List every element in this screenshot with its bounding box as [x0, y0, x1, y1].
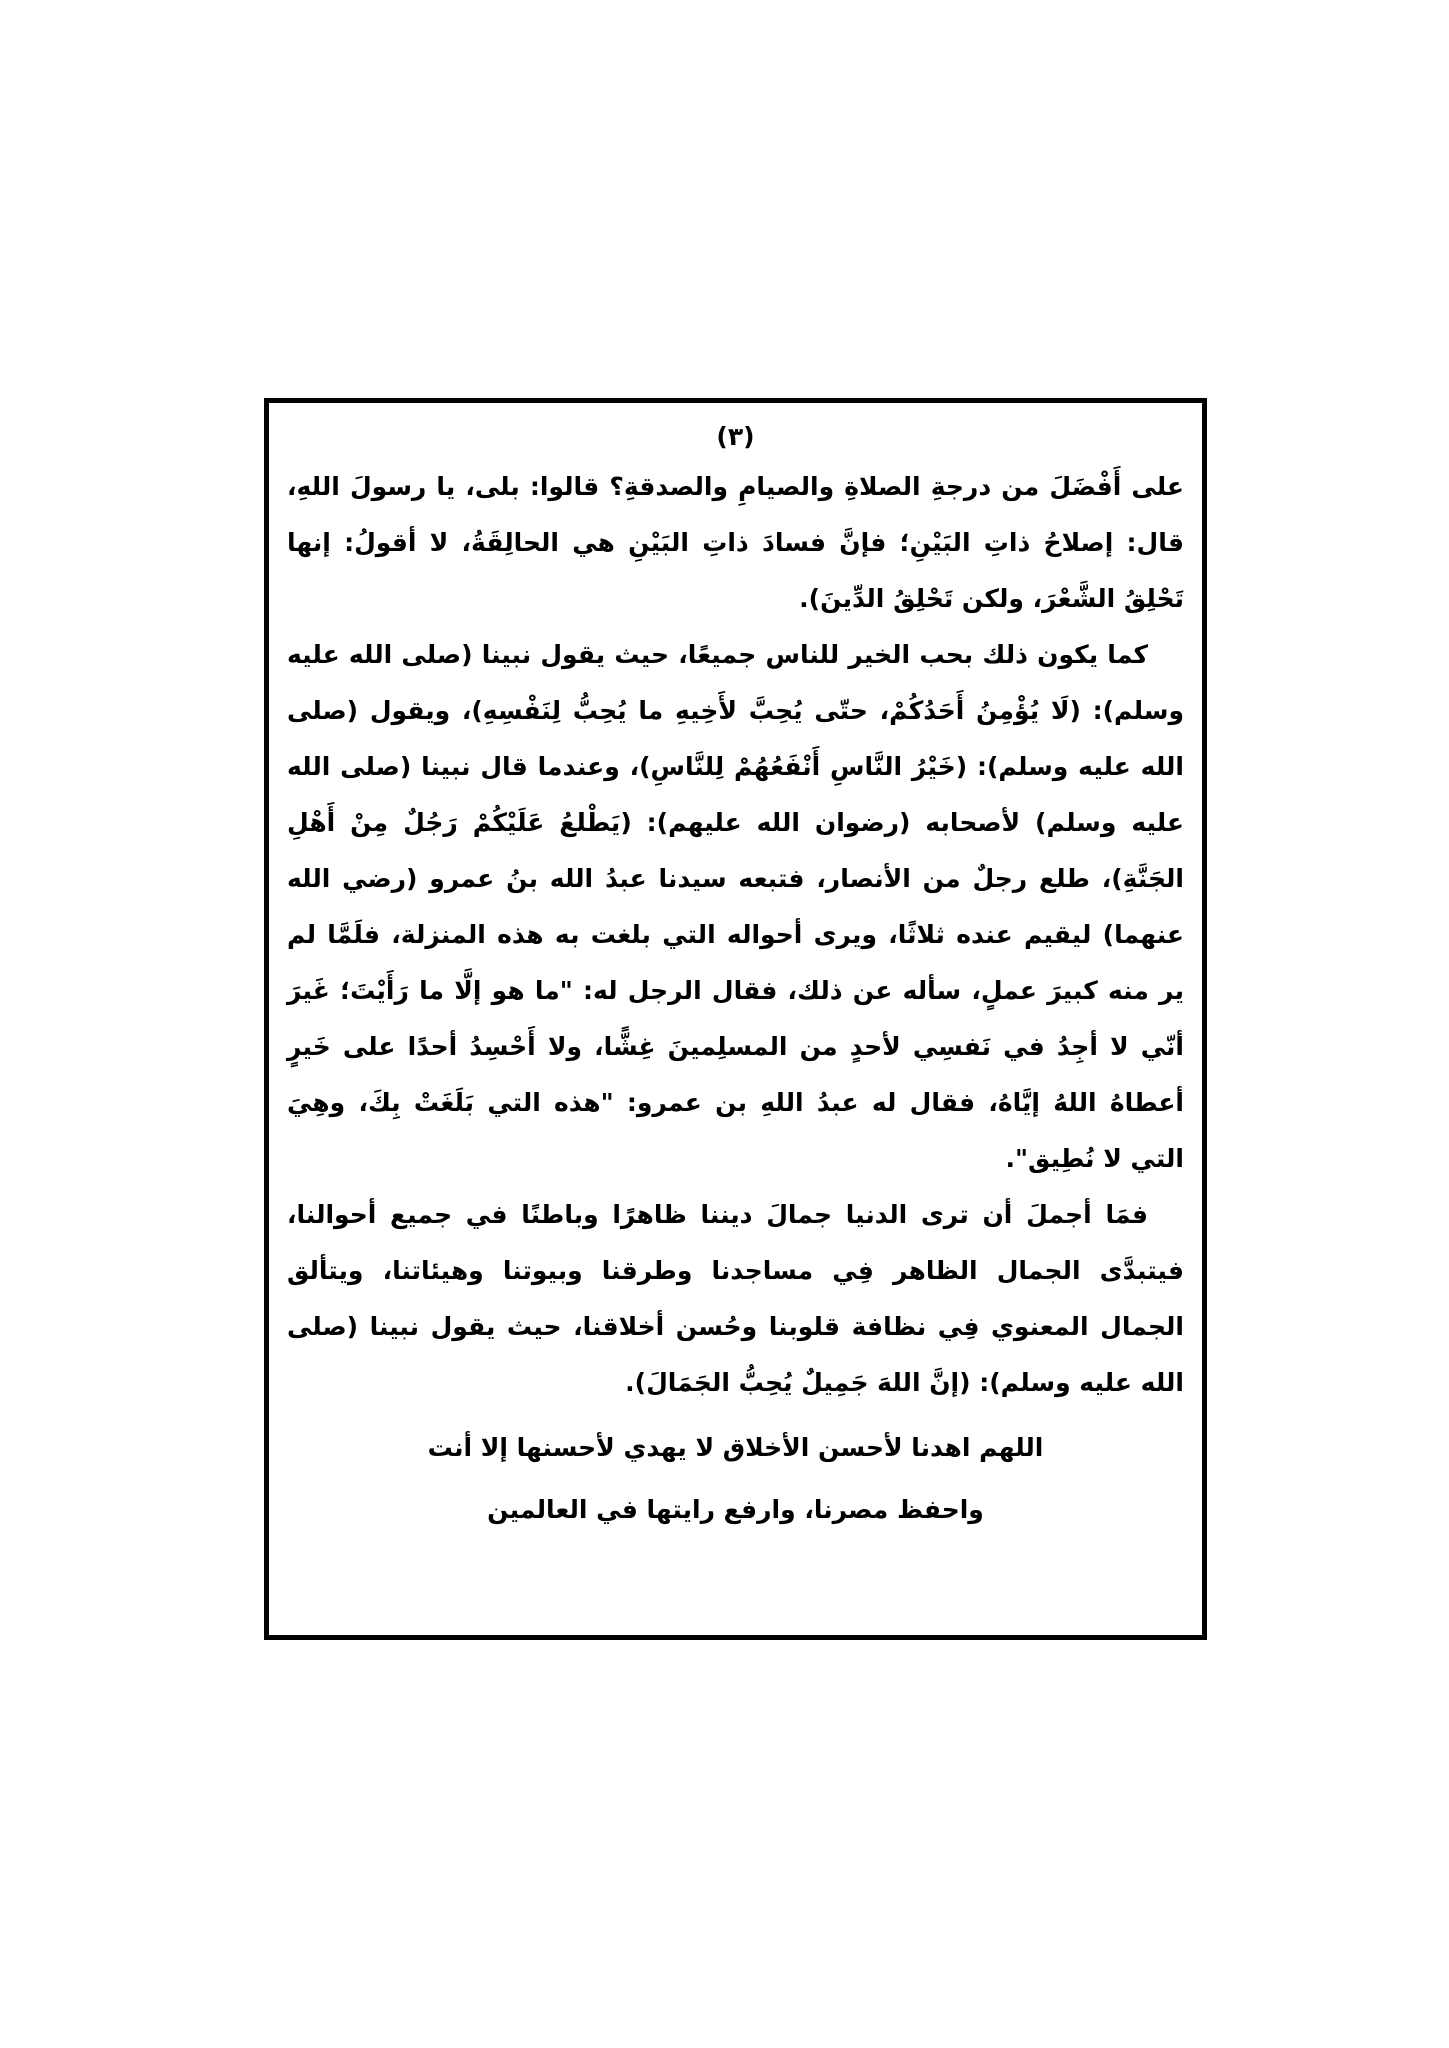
paragraph-3: فمَا أجملَ أن ترى الدنيا جمالَ ديننا ظاهرًا وباطنًا في جميع أحوالنا، فيتبدَّى الجمال الظاهر فِي مساجدنا وطرقنا وبيوتنا وهيئاتنا، ويتألق الجمال المعنوي فِي نظافة قلوبنا وحُسن أخلاقنا، حيث يقول نبينا (صلى الله عليه وسلم): (إنَّ اللهَ جَمِيلٌ يُحِبُّ الجَمَالَ). [287, 1200, 1184, 1397]
prayer-line-1: اللهم اهدنا لأحسن الأخلاق لا يهدي لأحسنها إلا أنت [427, 1433, 1044, 1462]
closing-prayer [287, 1417, 1184, 1541]
page-content [287, 415, 1184, 1541]
paragraph-2: كما يكون ذلك بحب الخير للناس جميعًا، حيث يقول نبينا (صلى الله عليه وسلم): (لَا يُؤْمِنُ أَحَدُكُمْ، حتّى يُحِبَّ لأَخِيهِ ما يُحِبُّ لِنَفْسِهِ)، ويقول (صلى الله عليه وسلم): (خَيْرُ النَّاسِ أَنْفَعُهُمْ لِلنَّاسِ)، وعندما قال نبينا (صلى الله عليه وسلم) لأصحابه (رضوان الله عليهم): (يَطْلعُ عَلَيْكُمْ رَجُلٌ مِنْ أَهْلِ الجَنَّةِ)، طلع رجلٌ من الأنصار، فتبعه سيدنا عبدُ الله بنُ عمرو (رضي الله عنهما) ليقيم عنده ثلاثًا، ويرى أحواله التي بلغت به هذه المنزلة، فلَمَّا لم ير منه كبيرَ عملٍ، سأله عن ذلك، فقال الرجل له: "ما هو إلَّا ما رَأَيْتَ؛ غَيرَ أنّي لا أجِدُ في نَفسِي لأحدٍ من المسلِمينَ غِشًّا، ولا أَحْسِدُ أحدًا على خَيرٍ أعطاهُ اللهُ إيَّاهُ، فقال له عبدُ اللهِ بن عمرو: "هذه التي بَلَغَتْ بِكَ، وهِيَ التي لا نُطِيق". [287, 640, 1184, 1173]
page-frame [264, 398, 1207, 1640]
paragraph-1: على أَفْضَلَ من درجةِ الصلاةِ والصيامِ والصدقةِ؟ قالوا: بلى، يا رسولَ اللهِ، قال: إصلاحُ ذاتِ البَيْنِ؛ فإنَّ فسادَ ذاتِ البَيْنِ هي الحالِقَةُ، لا أقولُ: إنها تَحْلِقُ الشَّعْرَ، ولكن تَحْلِقُ الدِّينَ). [287, 472, 1184, 613]
prayer-line-2: واحفظ مصرنا، وارفع رايتها في العالمين [487, 1495, 984, 1524]
page-number: (٣) [716, 422, 755, 451]
